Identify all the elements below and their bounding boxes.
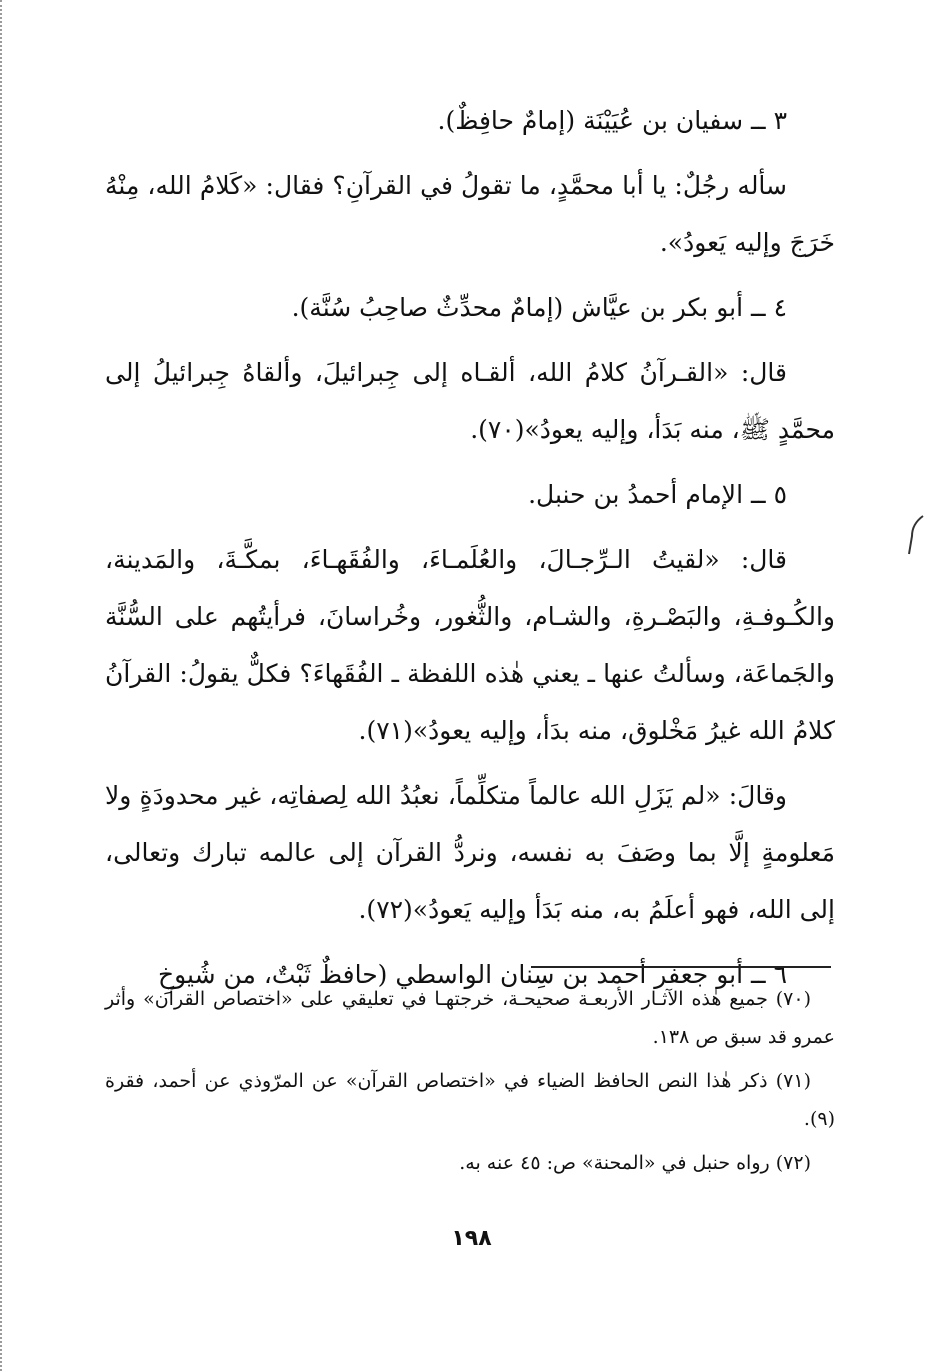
footnote-70: (٧٠) جميع هٰذه الآثـار الأربعـة صحيحـة، خرجتهـا في تعليقي على «اختصاص القرآن» وأثر عمرو قد سبق ص ١٣٨. — [105, 988, 835, 1048]
section-heading-4: ٤ ــ أبو بكر بن عيَّاش (إمامٌ محدِّثٌ صاحِبُ سُنَّة). — [291, 293, 787, 322]
page-binding-edge — [0, 0, 12, 1371]
paragraph-ahmad-2: وقالَ: «لم يَزَلِ الله عالماً متكلِّماً، نعبُدُ الله لِصفاتِه، غير محدودَةٍ ولا مَعلومةٍ إلَّا بما وصَفَ به نفسه، ونردُّ القرآن إلى عالمه تبارك وتعالى، إلى الله، فهو أعلَمُ به، منه بَدَأ وإليه يَعودُ»(٧٢). — [105, 781, 835, 924]
footnotes — [105, 980, 835, 1188]
paragraph-sufyan: سأله رجُلٌ: يا أبا محمَّدٍ، ما تقولُ في القرآنِ؟ فقال: «كَلامُ الله، مِنْهُ خَرَجَ وإليه يَعودُ». — [105, 171, 835, 257]
section-heading-6: ٦ ــ أبو جعفر أحمد بن سِنان الواسطي (حافظٌ ثَبْتٌ، من شُيوخِ — [157, 960, 787, 989]
page-number: ١٩٨ — [451, 1226, 492, 1251]
main-text — [105, 92, 835, 1011]
scan-bracket-mark — [906, 514, 926, 558]
footnote-71: (٧١) ذكر هٰذا النص الحافظ الضياء في «اختصاص القرآن» عن المرّوذي عن أحمد، فقرة (٩). — [105, 1070, 835, 1130]
section-heading-5: ٥ ــ الإمام أحمدُ بن حنبل. — [528, 480, 787, 509]
footnote-72: (٧٢) رواه حنبل في «المحنة» ص: ٤٥ عنه به. — [459, 1152, 811, 1174]
paragraph-abu-bakr: قال: «القـرآنُ كلامُ الله، ألقـاه إلى جِبرائيلَ، وألقاهُ جِبرائيلُ إلى محمَّدٍ ﷺ، منه بَدَأ، وإليه يعودُ»(٧٠). — [105, 358, 835, 444]
section-heading-3: ٣ ــ سفيان بن عُيَيْنَة (إمامٌ حافِظٌ). — [437, 106, 787, 135]
paragraph-ahmad-1: قال: «لقيتُ الـرِّجـالَ، والعُلَمـاءَ، والفُقَهـاءَ، بمكَّـةَ، والمَدينة، والكُـوفـةِ، والبَصْـرةِ، والشـام، والثُّغور، وخُراسانَ، فرأيتُهم على السُّنَّة والجَماعَة، وسألتُ عنها ـ يعني هٰذه اللفظة ـ الفُقَهاءَ؟ فكلٌّ يقولُ: القرآنُ كلامُ الله غيرُ مَخْلوق، منه بدَأ، وإليه يعودُ»(٧١). — [105, 545, 835, 745]
footnote-divider — [531, 966, 831, 968]
